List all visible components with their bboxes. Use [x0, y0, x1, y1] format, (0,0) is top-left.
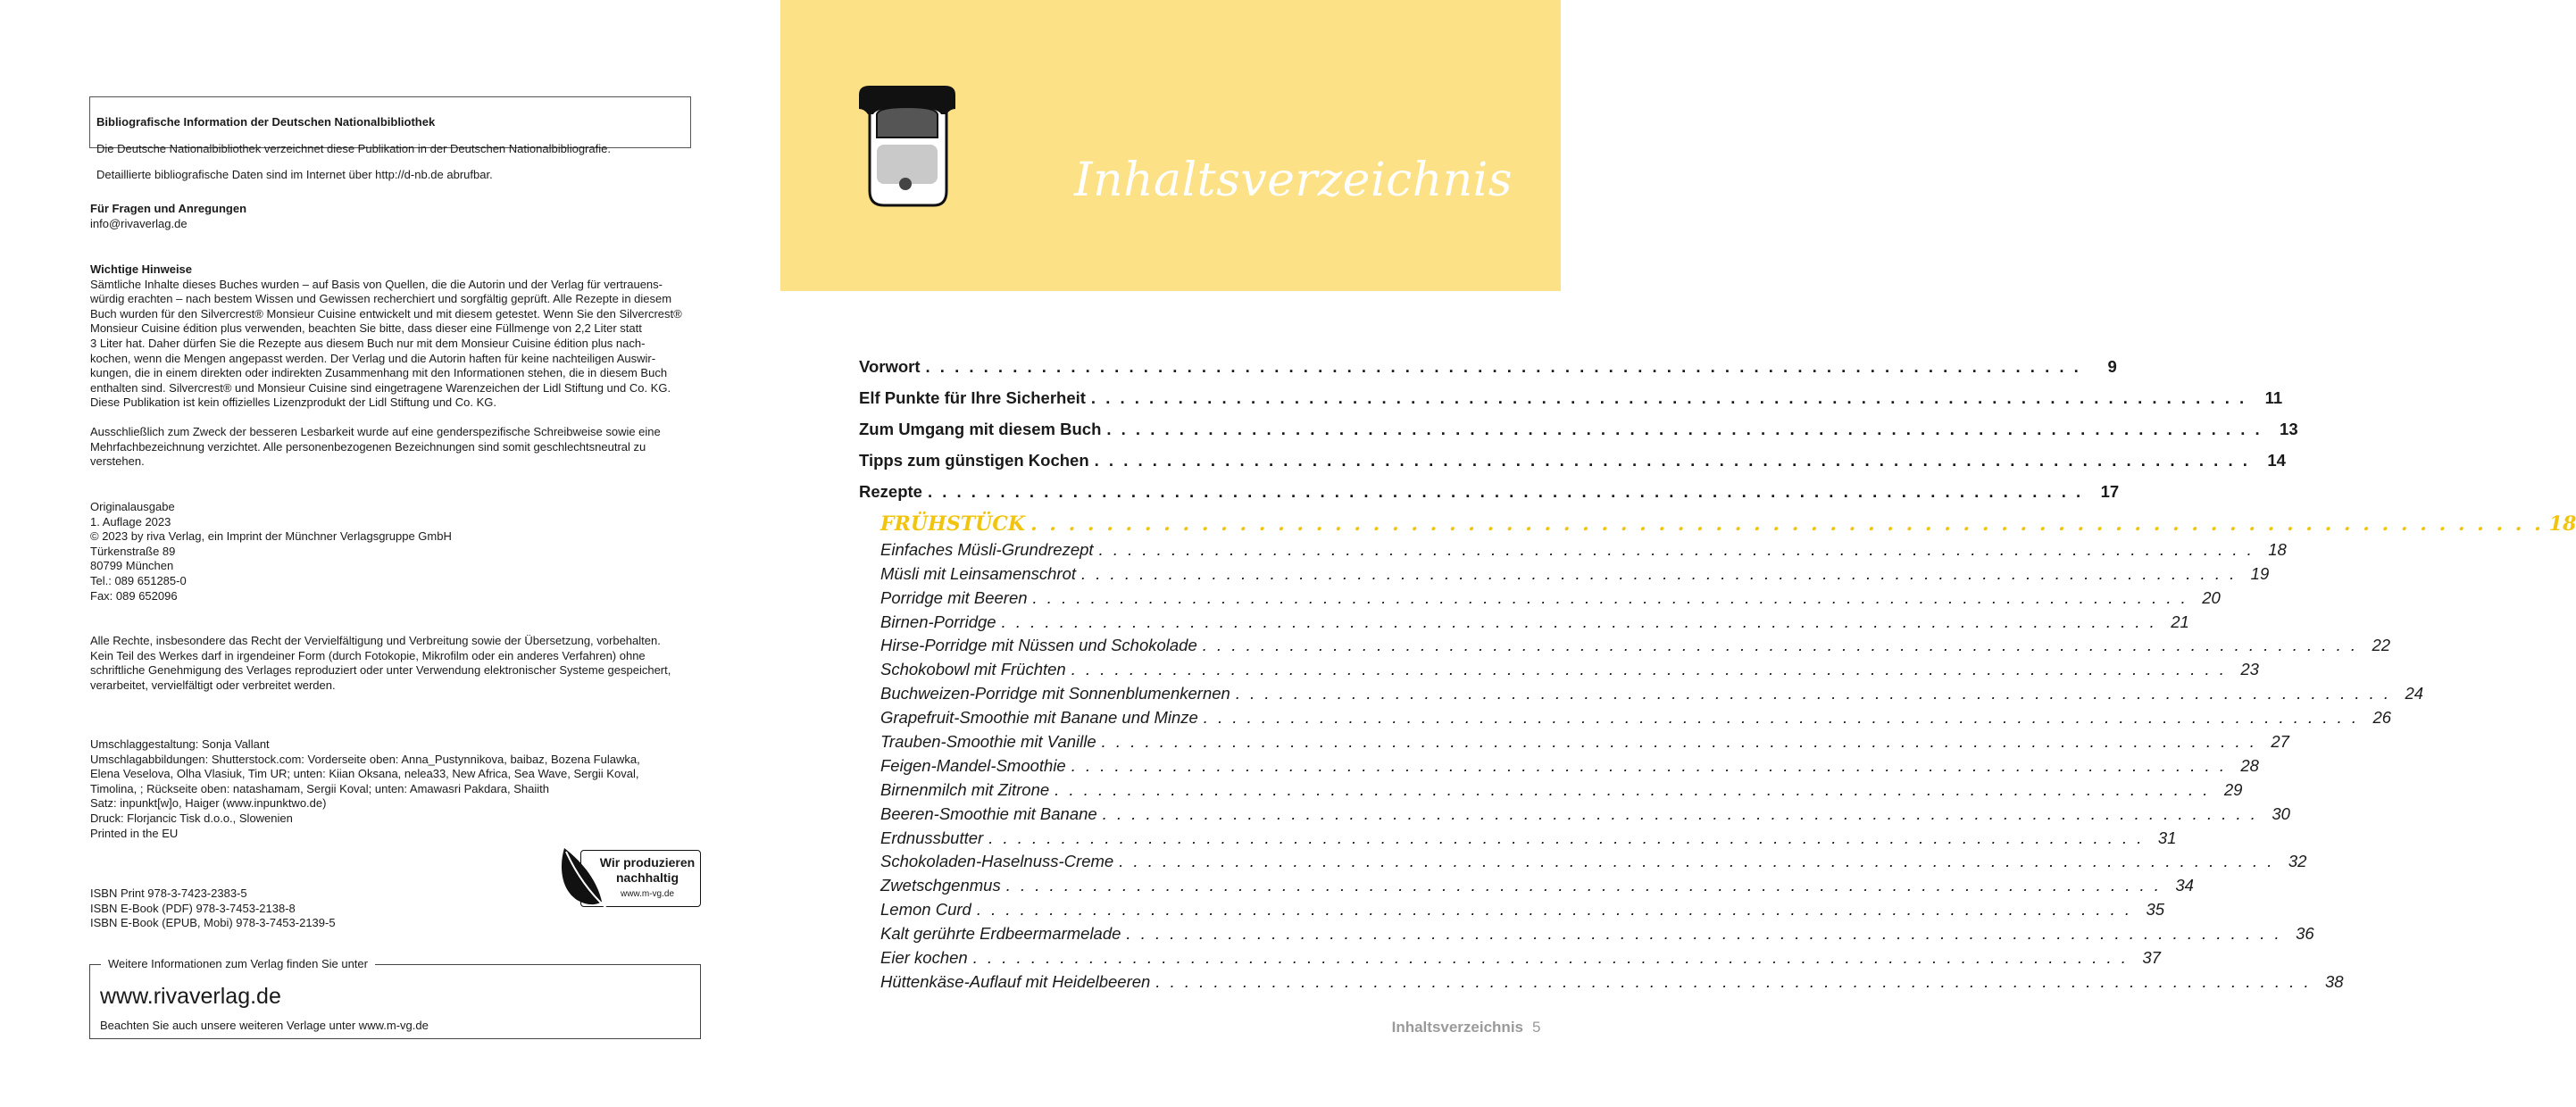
credits-line: Elena Veselova, Olha Vlasiuk, Tim UR; unten: Kiian Oksana, nelea33, New Africa, Sea Wave, Sergii Koval, — [90, 767, 639, 781]
running-footer-label: Inhaltsverzeichnis — [1391, 1019, 1523, 1036]
toc-recipe-title: Zwetschgenmus — [880, 876, 1001, 895]
toc-recipe-page: 36 — [2296, 924, 2314, 944]
leader-dots: . . . . . . . . . . . . . . . . . . . . . . . . . . . . . . . . . . . . . . . . . . . . . . . . . . . . . . . . . . . . . . . . . . . . . . . . . . . . . . . . — [1071, 660, 2227, 679]
toc-recipe-entry[interactable] — [880, 800, 2290, 824]
leader-dots: . . . . . . . . . . . . . . . . . . . . . . . . . . . . . . . . . . . . . . . . . . . . . . . . . . . . . . . . . . . . . . . . . . . . . . . . . . . . . . . . — [1001, 612, 2157, 631]
isbn-block — [90, 886, 706, 931]
notes-line: kungen, die in einem direkten oder indirekten Zusammenhang mit den Informationen stehen, die in diesem Buch — [90, 366, 668, 380]
leader-dots: . . . . . . . . . . . . . . . . . . . . . . . . . . . . . . . . . . . . . . . . . . . . . . . . . . . . . . . . . . . . . . . . . . . . . . . . . . . . . . . . — [1202, 636, 2359, 655]
credits-line: Timolina, ; Rückseite oben: natashamam, Sergii Koval; unten: Amawasri Pakdara, Shaiith — [90, 781, 549, 795]
isbn-line: ISBN E-Book (PDF) 978-3-7453-2138-8 — [90, 901, 296, 915]
toc-recipe-title: Trauben-Smoothie mit Vanille — [880, 732, 1096, 752]
leader-dots: . . . . . . . . . . . . . . . . . . . . . . . . . . . . . . . . . . . . . . . . . . . . . . . . . . . . . . . . . . . . . . . . . . . . . . . . . . . . . . . . — [1102, 803, 2258, 823]
toc-recipe-page: 19 — [2250, 563, 2270, 583]
credits-line: Umschlagabbildungen: Shutterstock.com: Vorderseite oben: Anna_Pustynnikova, baibaz, Bozena Fulawka, — [90, 752, 640, 766]
publisher-url[interactable]: www.rivaverlag.de — [100, 984, 281, 1009]
edition-line: 1. Auflage 2023 — [90, 514, 171, 529]
toc-recipe-page: 35 — [2146, 900, 2165, 920]
notes-line: Buch wurden für den Silvercrest® Monsieur Cuisine entwickelt und mit diesem getestet. Wenn Sie den Silvercrest® — [90, 306, 682, 320]
toc-recipe-entry[interactable] — [880, 871, 2194, 895]
imprint-page — [0, 0, 780, 1107]
toc-section-page: 18 — [2548, 512, 2576, 536]
rights-line: schriftliche Genehmigung des Verlages reproduziert oder unter Verwendung elektronischer Systeme gespeichert, — [90, 663, 671, 678]
leader-dots: . . . . . . . . . . . . . . . . . . . . . . . . . . . . . . . . . . . . . . . . . . . . . . . . . . . . . . . . . . . . . . . . . . . . . . . . . . . . . . . . — [1098, 539, 2255, 559]
leader-dots: . . . . . . . . . . . . . . . . . . . . . . . . . . . . . . . . . . . . . . . . . . . . . . . . . . . . . . . . . . . . . . . . . . . . . . . . . . . . . . . . — [1081, 563, 2238, 583]
toc-recipe-entry[interactable] — [880, 608, 2189, 632]
notes-line: kochen, wenn die Mengen angepasst werden. Der Verlag und die Autorin haften für keine nachteiligen Auswir- — [90, 351, 656, 365]
toc-recipe-entry[interactable] — [880, 560, 2270, 584]
notes-line: Sämtliche Inhalte dieses Buches wurden – auf Basis von Quellen, die die Autorin und der Verlag für vertrauens- — [90, 277, 663, 291]
toc-recipe-page: 22 — [2372, 636, 2391, 655]
leader-dots: . . . . . . . . . . . . . . . . . . . . . . . . . . . . . . . . . . . . . . . . . . . . . . . . . . . . . . . . . . . . . . . . . . . . . . . . . . . . . . . . — [1235, 684, 2392, 703]
toc-recipe-entry[interactable] — [880, 655, 2259, 679]
page-number: 5 — [1532, 1019, 1541, 1036]
toc-recipe-entry[interactable] — [880, 632, 2391, 656]
toc-recipe-entry[interactable] — [880, 679, 2424, 703]
toc-entry-page: 11 — [2264, 388, 2283, 407]
toc-recipe-page: 32 — [2288, 852, 2307, 871]
toc-entry-page: 17 — [2100, 482, 2120, 501]
rights-line: Alle Rechte, insbesondere das Recht der Vervielfältigung und Verbreitung sowie der Übersetzung, vorbehalten. — [90, 634, 661, 647]
toc-recipe-page: 31 — [2157, 828, 2177, 847]
credits-line: Druck: Florjancic Tisk d.o.o., Slowenien — [90, 811, 293, 825]
leader-dots: . . . . . . . . . . . . . . . . . . . . . . . . . . . . . . . . . . . . . . . . . . . . . . . . . . . . . . . . . . . . . . . . . . . . . . . . . . . . . . . . — [925, 357, 2081, 376]
toc-recipe-entry[interactable] — [880, 895, 2165, 920]
leader-dots: . . . . . . . . . . . . . . . . . . . . . . . . . . . . . . . . . . . . . . . . . . . . . . . . . . . . . . . . . . . . . . . . . . . . . . . . . . . . . . . . — [1119, 852, 2275, 871]
edition-line: Türkenstraße 89 — [90, 544, 176, 558]
toc-entry[interactable] — [859, 470, 2120, 502]
toc-section-list — [880, 507, 2576, 992]
toc-recipe-entry[interactable] — [880, 968, 2344, 992]
credits-line: Satz: inpunkt[w]o, Haiger (www.inpunktwo.de) — [90, 796, 327, 811]
leader-dots: . . . . . . . . . . . . . . . . . . . . . . . . . . . . . . . . . . . . . . . . . . . . . . . . . . . . . . . . . . . . . . . . . . . . . . . . . . . . . . . . — [927, 482, 2084, 501]
toc-recipe-page: 37 — [2142, 948, 2161, 968]
toc-recipe-title: Birnen-Porridge — [880, 612, 996, 631]
toc-recipe-entry[interactable] — [880, 752, 2259, 776]
toc-recipe-entry[interactable] — [880, 536, 2287, 560]
toc-recipe-page: 20 — [2202, 587, 2221, 607]
toc-entry-page: 14 — [2267, 451, 2286, 470]
toc-entry-title: Zum Umgang mit diesem Buch — [859, 420, 1102, 438]
isbn-line: ISBN Print 978-3-7423-2383-5 — [90, 886, 247, 900]
toc-recipe-title: Hirse-Porridge mit Nüssen und Schokolade — [880, 636, 1197, 655]
toc-recipe-entry[interactable] — [880, 776, 2243, 800]
toc-recipe-title: Schokoladen-Haselnuss-Creme — [880, 852, 1114, 871]
toc-recipe-title: Einfaches Müsli-Grundrezept — [880, 539, 1094, 559]
toc-recipe-title: Hüttenkäse-Auflauf mit Heidelbeeren — [880, 971, 1151, 991]
toc-recipe-page: 27 — [2271, 732, 2289, 752]
leader-dots: . . . . . . . . . . . . . . . . . . . . . . . . . . . . . . . . . . . . . . . . . . . . . . . . . . . . . . . . . . . . . . . . . . . . . . . . . . . . . . . . — [988, 828, 2145, 847]
toc-recipe-title: Lemon Curd — [880, 900, 971, 920]
toc-recipe-entry[interactable] — [880, 920, 2314, 944]
leader-dots: . . . . . . . . . . . . . . . . . . . . . . . . . . . . . . . . . . . . . . . . . . . . . . . . . . . . . . . . . . . . . . . . . . . . . . . . . . . . . . . . — [1203, 708, 2360, 728]
toc-recipe-entry[interactable] — [880, 584, 2221, 608]
publisher-web-box — [89, 957, 701, 1039]
toc-entry-page: 9 — [2107, 357, 2117, 376]
toc-entry-title: Vorwort — [859, 357, 921, 376]
bibliographic-info-title: Bibliografische Information der Deutschen Nationalbibliothek — [96, 115, 436, 129]
toc-recipe-page: 26 — [2372, 708, 2392, 728]
toc-entry-title: Elf Punkte für Ihre Sicherheit — [859, 388, 1086, 407]
bibliographic-info-box — [89, 96, 691, 182]
toc-recipe-page: 21 — [2171, 612, 2189, 631]
bibliographic-info-line: Die Deutsche Nationalbibliothek verzeichnet diese Publikation in der Deutschen Nationalbibliografie. — [96, 141, 611, 155]
toc-entry[interactable] — [859, 408, 2298, 439]
contact-email: info@rivaverlag.de — [90, 216, 188, 230]
leader-dots: . . . . . . . . . . . . . . . . . . . . . . . . . . . . . . . . . . . . . . . . . . . . . . . . . . . . . . . . . . . . . . . . . . . . . . . . . . . . . . . . — [1090, 388, 2247, 407]
badge-url: www.m-vg.de — [620, 889, 674, 899]
edition-line: © 2023 by riva Verlag, ein Imprint der Münchner Verlagsgruppe GmbH — [90, 529, 452, 544]
edition-line: Originalausgabe — [90, 500, 175, 513]
gender-note-line: Ausschließlich zum Zweck der besseren Lesbarkeit wurde auf eine genderspezifische Schreibweise sowie eine — [90, 425, 661, 438]
toc-recipe-page: 24 — [2405, 684, 2424, 703]
credits-line: Printed in the EU — [90, 826, 179, 840]
toc-recipe-title: Schokobowl mit Früchten — [880, 660, 1066, 679]
toc-entry-page: 13 — [2280, 420, 2298, 438]
leader-dots: . . . . . . . . . . . . . . . . . . . . . . . . . . . . . . . . . . . . . . . . . . . . . . . . . . . . . . . . . . . . . . . . . . . . . . . . . . . . . . . . — [1030, 512, 2544, 536]
rights-line: Kein Teil des Werkes darf in irgendeiner Form (durch Fotokopie, Mikrofilm oder ein anderes Verfahren) ohne — [90, 648, 646, 662]
toc-section-heading[interactable] — [880, 507, 2576, 536]
notes-title: Wichtige Hinweise — [90, 262, 193, 276]
leader-dots: . . . . . . . . . . . . . . . . . . . . . . . . . . . . . . . . . . . . . . . . . . . . . . . . . . . . . . . . . . . . . . . . . . . . . . . . . . . . . . . . — [1094, 451, 2250, 470]
toc-recipe-title: Feigen-Mandel-Smoothie — [880, 755, 1066, 775]
toc-title: Inhaltsverzeichnis — [1074, 154, 1513, 207]
toc-page — [780, 0, 2576, 1107]
toc-recipe-title: Eier kochen — [880, 948, 968, 968]
toc-entry[interactable] — [859, 345, 2117, 377]
toc-entry-title: Tipps zum günstigen Kochen — [859, 451, 1089, 470]
toc-recipe-entry[interactable] — [880, 824, 2177, 848]
leader-dots: . . . . . . . . . . . . . . . . . . . . . . . . . . . . . . . . . . . . . . . . . . . . . . . . . . . . . . . . . . . . . . . . . . . . . . . . . . . . . . . . — [1106, 420, 2263, 438]
credits-block — [90, 737, 706, 841]
notes-line: 3 Liter hat. Daher dürfen Sie die Rezepte aus diesem Buch nur mit dem Monsieur Cuisine édition plus nach- — [90, 336, 646, 350]
leader-dots: . . . . . . . . . . . . . . . . . . . . . . . . . . . . . . . . . . . . . . . . . . . . . . . . . . . . . . . . . . . . . . . . . . . . . . . . . . . . . . . . — [976, 900, 2133, 920]
toc-recipe-page: 29 — [2223, 779, 2243, 799]
toc-recipe-title: Erdnussbutter — [880, 828, 984, 847]
notes-line: Monsieur Cuisine édition plus verwenden, beachten Sie bitte, dass dieser eine Füllmenge von 2,2 Liter statt — [90, 321, 642, 336]
credits-line: Umschlaggestaltung: Sonja Vallant — [90, 737, 270, 751]
badge-line: nachhaltig — [615, 870, 679, 885]
kitchen-machine-icon — [857, 82, 957, 209]
web-box-note: Beachten Sie auch unsere weiteren Verlage unter www.m-vg.de — [100, 1019, 429, 1032]
contact-title: Für Fragen und Anregungen — [90, 202, 247, 215]
toc-recipe-title: Porridge mit Beeren — [880, 587, 1028, 607]
toc-recipe-entry[interactable] — [880, 728, 2289, 752]
edition-line: Fax: 089 652096 — [90, 588, 178, 603]
toc-recipe-entry[interactable] — [880, 848, 2307, 872]
toc-entry[interactable] — [859, 377, 2283, 408]
notes-line: Diese Publikation ist kein offizielles Lizenzprodukt der Lidl Stiftung und Co. KG. — [90, 395, 497, 410]
edition-line: 80799 München — [90, 559, 174, 573]
bibliographic-info-line: Detaillierte bibliografische Daten sind im Internet über http://d-nb.de abrufbar. — [96, 168, 493, 182]
rights-block — [90, 634, 706, 693]
isbn-line: ISBN E-Book (EPUB, Mobi) 978-3-7453-2139-5 — [90, 916, 336, 930]
leader-dots: . . . . . . . . . . . . . . . . . . . . . . . . . . . . . . . . . . . . . . . . . . . . . . . . . . . . . . . . . . . . . . . . . . . . . . . . . . . . . . . . — [1101, 732, 2257, 752]
leader-dots: . . . . . . . . . . . . . . . . . . . . . . . . . . . . . . . . . . . . . . . . . . . . . . . . . . . . . . . . . . . . . . . . . . . . . . . . . . . . . . . . — [1005, 876, 2162, 895]
leader-dots: . . . . . . . . . . . . . . . . . . . . . . . . . . . . . . . . . . . . . . . . . . . . . . . . . . . . . . . . . . . . . . . . . . . . . . . . . . . . . . . . — [1032, 587, 2188, 607]
badge-line: Wir produzieren — [599, 855, 696, 870]
toc-recipe-page: 18 — [2268, 539, 2287, 559]
toc-recipe-page: 30 — [2272, 803, 2290, 823]
edition-block — [90, 500, 706, 603]
leader-dots: . . . . . . . . . . . . . . . . . . . . . . . . . . . . . . . . . . . . . . . . . . . . . . . . . . . . . . . . . . . . . . . . . . . . . . . . . . . . . . . . — [1071, 755, 2227, 775]
leader-dots: . . . . . . . . . . . . . . . . . . . . . . . . . . . . . . . . . . . . . . . . . . . . . . . . . . . . . . . . . . . . . . . . . . . . . . . . . . . . . . . . — [1126, 924, 2282, 944]
toc-recipe-title: Kalt gerührte Erdbeermarmelade — [880, 924, 1121, 944]
toc-recipe-entry[interactable] — [880, 944, 2161, 968]
toc-recipe-title: Buchweizen-Porridge mit Sonnenblumenkernen — [880, 684, 1230, 703]
toc-recipe-title: Birnenmilch mit Zitrone — [880, 779, 1050, 799]
leader-dots: . . . . . . . . . . . . . . . . . . . . . . . . . . . . . . . . . . . . . . . . . . . . . . . . . . . . . . . . . . . . . . . . . . . . . . . . . . . . . . . . — [1055, 779, 2211, 799]
toc-entry[interactable] — [859, 439, 2286, 470]
edition-line: Tel.: 089 651285-0 — [90, 573, 187, 587]
gender-note-line: Mehrfachbezeichnung verzichtet. Alle personenbezogenen Bezeichnungen sind somit geschlechtsneutral zu — [90, 439, 646, 454]
toc-recipe-page: 34 — [2175, 876, 2194, 895]
notes-line: enthalten sind. Silvercrest® und Monsieur Cuisine sind eingetragene Warenzeichen der Lidl Stiftung und Co. KG. — [90, 380, 671, 395]
rights-line: verarbeitet, vervielfältigt oder verbreitet werden. — [90, 678, 336, 692]
toc-recipe-page: 28 — [2240, 755, 2259, 775]
toc-recipe-entry[interactable] — [880, 703, 2392, 728]
leader-dots: . . . . . . . . . . . . . . . . . . . . . . . . . . . . . . . . . . . . . . . . . . . . . . . . . . . . . . . . . . . . . . . . . . . . . . . . . . . . . . . . — [1155, 971, 2312, 991]
toc-section-title: FRÜHSTÜCK — [880, 512, 1025, 536]
toc-recipe-title: Müsli mit Leinsamenschrot — [880, 563, 1076, 583]
toc-recipe-title: Grapefruit-Smoothie mit Banane und Minze — [880, 708, 1198, 728]
toc-recipe-page: 38 — [2325, 971, 2344, 991]
gender-note-line: verstehen. — [90, 454, 145, 469]
leader-dots: . . . . . . . . . . . . . . . . . . . . . . . . . . . . . . . . . . . . . . . . . . . . . . . . . . . . . . . . . . . . . . . . . . . . . . . . . . . . . . . . — [972, 948, 2129, 968]
toc-entry-title: Rezepte — [859, 482, 922, 501]
toc-recipe-page: 23 — [2240, 660, 2259, 679]
contact-block — [90, 202, 706, 231]
web-box-legend: Weitere Informationen zum Verlag finden Sie unter — [101, 957, 375, 971]
toc-main-list — [859, 345, 2298, 502]
notes-block — [90, 262, 706, 411]
gender-note-block — [90, 425, 706, 470]
toc-recipe-title: Beeren-Smoothie mit Banane — [880, 803, 1097, 823]
notes-line: würdig erachten – nach bestem Wissen und Gewissen recherchiert und sorgfältig geprüft. Alle Rezepte in diesem — [90, 292, 672, 306]
